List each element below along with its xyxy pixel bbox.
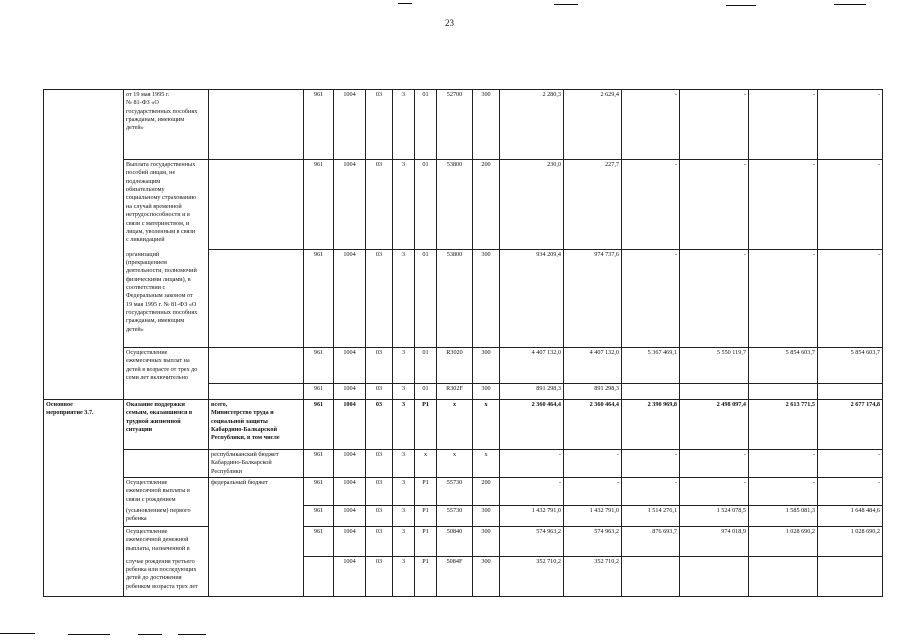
table-cell-v2: 974 737,6 xyxy=(564,250,622,348)
table-cell-c2: P1 xyxy=(415,506,437,527)
table-row xyxy=(44,506,883,527)
table-cell-v4: 1 524 078,5 xyxy=(680,506,749,527)
table-cell-grbs xyxy=(304,557,334,597)
page-number: 23 xyxy=(445,18,454,28)
table-cell-c2: 01 xyxy=(415,90,437,160)
table-cell-c1: 3 xyxy=(393,450,415,478)
table-cell-grbs: 961 xyxy=(304,450,334,478)
table-cell-v5: 5 854 603,7 xyxy=(749,348,818,384)
table-cell-col2: Выплата государственных пособий лицам, не подлежащим обязательному социальному страхованию на случай временной нетрудоспособности и в связи с материнством, и лицам, уволенным в связи с ликвидацией xyxy=(124,160,209,250)
table-cell-c3: R3020 xyxy=(437,348,473,384)
table-cell-v2: 2 629,4 xyxy=(564,90,622,160)
table-cell-v3: - xyxy=(622,250,680,348)
table-cell-grbs: 961 xyxy=(304,90,334,160)
table-cell-v3: 2 390 969,8 xyxy=(622,400,680,450)
table-cell-v4: - xyxy=(680,450,749,478)
table-cell-col1 xyxy=(44,160,124,250)
table-cell-v1: - xyxy=(500,478,564,506)
table-cell-c2: 01 xyxy=(415,250,437,348)
table-cell-v2: 2 360 464,4 xyxy=(564,400,622,450)
table-cell-c3: 50840 xyxy=(437,527,473,557)
table-cell-c1: 3 xyxy=(393,90,415,160)
table-cell-pr: 03 xyxy=(366,527,393,557)
table-cell-v3: - xyxy=(622,450,680,478)
table-cell-v3: - xyxy=(622,160,680,250)
table-cell-c2: 01 xyxy=(415,384,437,400)
table-cell-col1 xyxy=(44,527,124,557)
table-cell-pr: 03 xyxy=(366,348,393,384)
table-cell-v4: - xyxy=(680,90,749,160)
table-cell-vr: х xyxy=(473,450,500,478)
table-cell-v1: 352 710,2 xyxy=(500,557,564,597)
table-cell-v6: 2 677 174,8 xyxy=(818,400,883,450)
table-cell-v3: 1 514 276,1 xyxy=(622,506,680,527)
table-cell-v4 xyxy=(680,557,749,597)
table-cell-pr: 03 xyxy=(366,506,393,527)
table-cell-c2: P1 xyxy=(415,400,437,450)
table-cell-v2: - xyxy=(564,478,622,506)
table-cell-grbs: 961 xyxy=(304,384,334,400)
table-cell-c2: 01 xyxy=(415,160,437,250)
table-cell-pr: 03 xyxy=(366,450,393,478)
table-cell-vr: 300 xyxy=(473,384,500,400)
table-cell-rz: 1004 xyxy=(334,478,366,506)
table-cell-v5: - xyxy=(749,478,818,506)
table-cell-v6: 5 854 603,7 xyxy=(818,348,883,384)
table-row xyxy=(44,90,883,160)
table-cell-grbs: 961 xyxy=(304,478,334,506)
table-cell-v5: 1 585 081,3 xyxy=(749,506,818,527)
table-cell-v1: 1 432 791,0 xyxy=(500,506,564,527)
table-cell-v2: 574 963,2 xyxy=(564,527,622,557)
table-cell-rz: 1004 xyxy=(334,506,366,527)
table-cell-v2: 352 710,2 xyxy=(564,557,622,597)
table-cell-v3: - xyxy=(622,478,680,506)
table-cell-c2: P1 xyxy=(415,478,437,506)
table-cell-c1: 3 xyxy=(393,557,415,597)
table-cell-v6: 1 648 484,6 xyxy=(818,506,883,527)
table-cell-v6: - xyxy=(818,90,883,160)
table-cell-v4: - xyxy=(680,478,749,506)
table-cell-col1 xyxy=(44,250,124,348)
table-row xyxy=(44,348,883,384)
table-cell-rz: 1004 xyxy=(334,557,366,597)
table-cell-col2: Осуществление ежемесячной денежной выплаты, назначенной в xyxy=(124,527,209,557)
table-cell-c3: R302F xyxy=(437,384,473,400)
table-cell-col3 xyxy=(209,384,304,400)
table-row xyxy=(44,450,883,478)
table-cell-pr: 03 xyxy=(366,90,393,160)
table-cell-v5 xyxy=(749,557,818,597)
table-cell-pr: 03 xyxy=(366,478,393,506)
table-cell-v3 xyxy=(622,384,680,400)
table-cell-vr: х xyxy=(473,400,500,450)
table-cell-c1: 3 xyxy=(393,250,415,348)
table-cell-v2: - xyxy=(564,450,622,478)
table-cell-c1: 3 xyxy=(393,160,415,250)
table-cell-v1: 4 407 132,0 xyxy=(500,348,564,384)
table-cell-v5: 2 613 771,5 xyxy=(749,400,818,450)
table-cell-pr: 03 xyxy=(366,400,393,450)
table-cell-col3: республиканский бюджет Кабардино-Балкарской Республики xyxy=(209,450,304,478)
budget-table-sheet xyxy=(43,89,880,608)
table-cell-v6 xyxy=(818,557,883,597)
table-row xyxy=(44,384,883,400)
table-cell-v4: - xyxy=(680,250,749,348)
table-cell-v4: 974 018,9 xyxy=(680,527,749,557)
table-cell-col3 xyxy=(209,348,304,384)
table-cell-col2: Осуществление ежемесячной выплаты в связи с рождением xyxy=(124,478,209,506)
table-cell-grbs: 961 xyxy=(304,348,334,384)
scan-mark xyxy=(178,634,206,635)
table-cell-col1: Основное мероприятие 3.7. xyxy=(44,400,124,450)
table-cell-vr: 300 xyxy=(473,557,500,597)
table-cell-col3 xyxy=(209,160,304,250)
table-cell-v4: 5 550 119,7 xyxy=(680,348,749,384)
table-row xyxy=(44,527,883,557)
table-cell-v1: 934 209,4 xyxy=(500,250,564,348)
table-row xyxy=(44,478,883,506)
table-cell-v6: 1 028 690,2 xyxy=(818,527,883,557)
table-cell-c3: 53800 xyxy=(437,160,473,250)
table-cell-rz: 1004 xyxy=(334,400,366,450)
table-cell-rz: 1004 xyxy=(334,348,366,384)
table-cell-c1: 3 xyxy=(393,527,415,557)
table-cell-vr: 300 xyxy=(473,506,500,527)
table-cell-col1 xyxy=(44,450,124,478)
table-cell-c2: P1 xyxy=(415,557,437,597)
table-cell-v5: 1 028 690,2 xyxy=(749,527,818,557)
table-cell-grbs: 961 xyxy=(304,506,334,527)
table-cell-v2: 891 298,3 xyxy=(564,384,622,400)
table-cell-rz: 1004 xyxy=(334,450,366,478)
table-cell-col1 xyxy=(44,348,124,384)
table-cell-v3 xyxy=(622,557,680,597)
table-cell-c3: х xyxy=(437,450,473,478)
table-cell-c2: 01 xyxy=(415,348,437,384)
table-cell-v5: - xyxy=(749,90,818,160)
table-cell-pr: 03 xyxy=(366,250,393,348)
table-cell-c3: 5084F xyxy=(437,557,473,597)
table-cell-c1: 3 xyxy=(393,384,415,400)
table-cell-v4: 2 498 097,4 xyxy=(680,400,749,450)
table-cell-c2: х xyxy=(415,450,437,478)
table-cell-v3: - xyxy=(622,90,680,160)
table-cell-col3 xyxy=(209,557,304,597)
table-cell-v5 xyxy=(749,384,818,400)
table-row xyxy=(44,250,883,348)
table-row xyxy=(44,557,883,597)
table-cell-v5: - xyxy=(749,160,818,250)
table-cell-v5: - xyxy=(749,450,818,478)
table-cell-pr: 03 xyxy=(366,384,393,400)
table-cell-rz: 1004 xyxy=(334,527,366,557)
table-cell-vr: 300 xyxy=(473,90,500,160)
table-cell-grbs: 961 xyxy=(304,160,334,250)
table-cell-rz: 1004 xyxy=(334,160,366,250)
table-cell-col2: (усыновлением) первого ребенка xyxy=(124,506,209,527)
table-cell-v4: - xyxy=(680,160,749,250)
table-row xyxy=(44,400,883,450)
table-cell-v1: 230,0 xyxy=(500,160,564,250)
scan-mark xyxy=(68,634,110,635)
table-cell-col2: случае рождения третьего ребенка или последующих детей до достижения ребенком возраста трех лет xyxy=(124,557,209,597)
table-cell-pr: 03 xyxy=(366,160,393,250)
table-cell-col2: от 19 мая 1995 г. № 81-ФЗ «О государственных пособиях гражданам, имеющим детей» xyxy=(124,90,209,160)
table-cell-v6: - xyxy=(818,478,883,506)
table-cell-col1 xyxy=(44,557,124,597)
table-cell-c2: P1 xyxy=(415,527,437,557)
table-cell-col1 xyxy=(44,90,124,160)
scan-mark xyxy=(398,3,412,4)
table-cell-pr: 03 xyxy=(366,557,393,597)
table-cell-v2: 4 407 132,0 xyxy=(564,348,622,384)
table-cell-v6: - xyxy=(818,450,883,478)
table-cell-v1: 2 360 464,4 xyxy=(500,400,564,450)
table-cell-vr: 200 xyxy=(473,160,500,250)
table-cell-v1: 891 298,3 xyxy=(500,384,564,400)
table-cell-v3: 5 367 469,1 xyxy=(622,348,680,384)
scan-mark xyxy=(834,4,866,5)
table-cell-col1 xyxy=(44,506,124,527)
table-cell-c3: 53800 xyxy=(437,250,473,348)
table-cell-grbs: 961 xyxy=(304,527,334,557)
table-cell-col2: организаций (прекращением деятельности, полномочий физическими лицами), в соответствии с Федеральным законом от 19 мая 1995 г. № 81-ФЗ «О государственных пособиях гражданам, имеющим детей» xyxy=(124,250,209,348)
table-cell-vr: 300 xyxy=(473,527,500,557)
table-cell-col3 xyxy=(209,506,304,527)
table-cell-v1: 574 963,2 xyxy=(500,527,564,557)
scan-mark xyxy=(554,4,578,5)
table-cell-col2 xyxy=(124,384,209,400)
table-cell-vr: 300 xyxy=(473,348,500,384)
table-cell-col3 xyxy=(209,250,304,348)
table-cell-grbs: 961 xyxy=(304,250,334,348)
table-cell-col2: Осуществление ежемесячных выплат на детей в возрасте от трех до семи лет включительно xyxy=(124,348,209,384)
table-cell-grbs: 961 xyxy=(304,400,334,450)
table-cell-c3: 55730 xyxy=(437,478,473,506)
scan-mark xyxy=(0,633,35,634)
table-cell-c3: 52700 xyxy=(437,90,473,160)
scan-mark xyxy=(726,5,756,6)
table-cell-v1: 2 280,3 xyxy=(500,90,564,160)
table-row xyxy=(44,160,883,250)
table-cell-c1: 3 xyxy=(393,348,415,384)
table-cell-col2 xyxy=(124,450,209,478)
table-cell-col1 xyxy=(44,478,124,506)
table-cell-c1: 3 xyxy=(393,478,415,506)
table-cell-col3 xyxy=(209,90,304,160)
table-cell-v5: - xyxy=(749,250,818,348)
table-cell-v3: 876 693,7 xyxy=(622,527,680,557)
table-cell-col3 xyxy=(209,527,304,557)
table-cell-c1: 3 xyxy=(393,400,415,450)
table-cell-rz: 1004 xyxy=(334,384,366,400)
table-cell-vr: 300 xyxy=(473,250,500,348)
table-cell-col3: всего, Министерство труда и социальной защиты Кабардино-Балкарской Республики, в том числе xyxy=(209,400,304,450)
table-cell-v4 xyxy=(680,384,749,400)
table-cell-c3: х xyxy=(437,400,473,450)
table-cell-vr: 200 xyxy=(473,478,500,506)
table-cell-col2: Оказание поддержки семьям, оказавшимся в трудной жизненной ситуации xyxy=(124,400,209,450)
table-cell-rz: 1004 xyxy=(334,90,366,160)
table-cell-v6 xyxy=(818,384,883,400)
table-cell-v2: 227,7 xyxy=(564,160,622,250)
table-cell-v1: - xyxy=(500,450,564,478)
table-cell-v2: 1 432 791,0 xyxy=(564,506,622,527)
table-cell-rz: 1004 xyxy=(334,250,366,348)
table-cell-c3: 55730 xyxy=(437,506,473,527)
table-cell-c1: 3 xyxy=(393,506,415,527)
table-cell-col1 xyxy=(44,384,124,400)
table-cell-v6: - xyxy=(818,250,883,348)
budget-table xyxy=(43,89,883,597)
table-cell-v6: - xyxy=(818,160,883,250)
table-cell-col3: федеральный бюджет xyxy=(209,478,304,506)
scan-mark xyxy=(138,634,162,635)
